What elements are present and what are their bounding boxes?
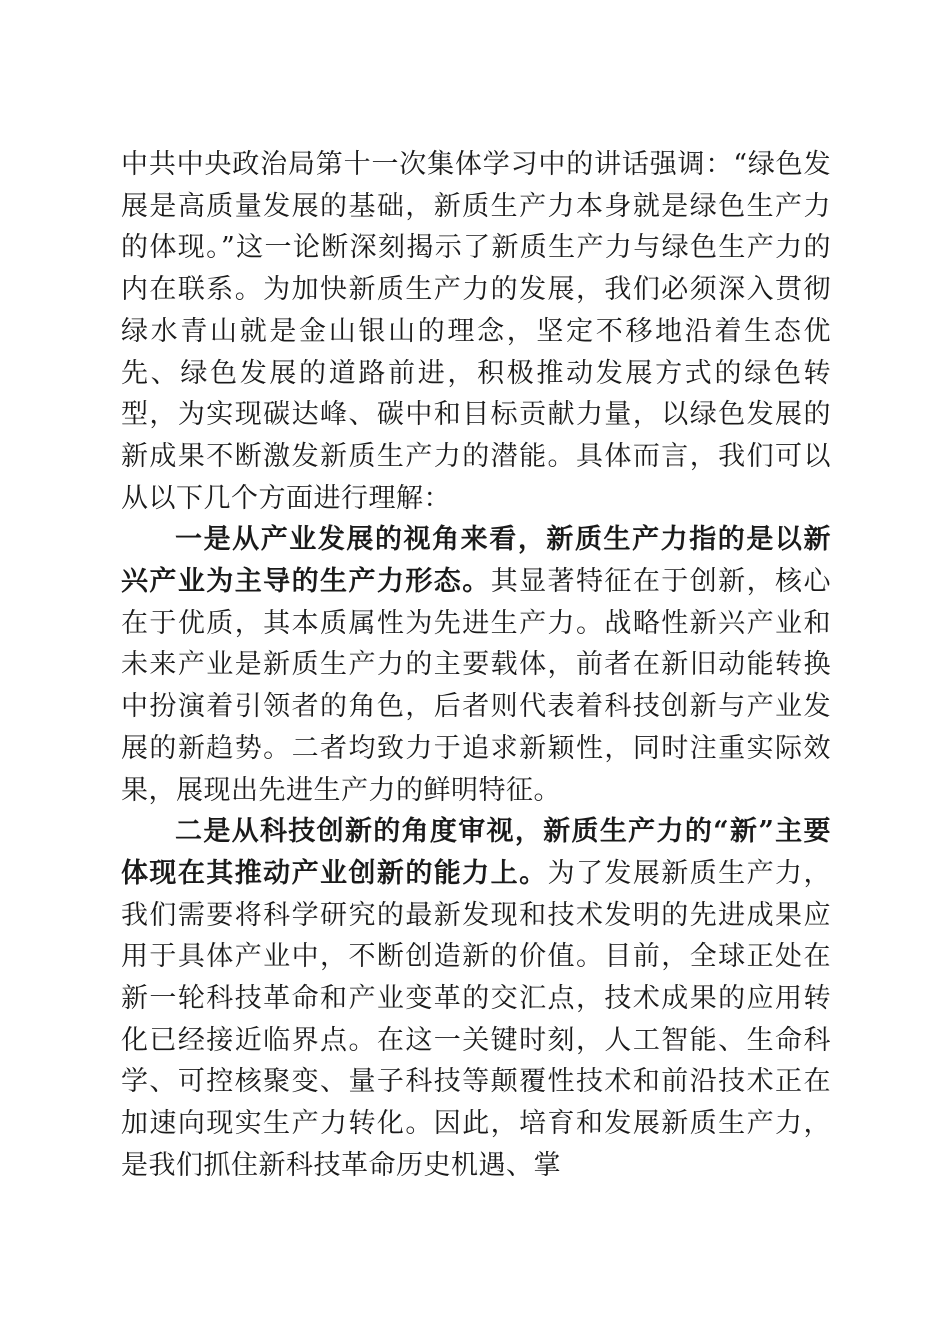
document-body — [121, 144, 831, 1187]
paragraph-industry-text: 其显著特征在于创新，核心在于优质，其本质属性为先进生产力。战略性新兴产业和未来产业是新质生产力的主要载体，前者在新旧动能转换中扮演着引领者的角色，后者则代表着科技创新与产业发展的新趋势。二者均致力于追求新颖性，同时注重实际效果，展现出先进生产力的鲜明特征。 — [121, 566, 831, 806]
paragraph-industry-perspective — [121, 519, 831, 811]
paragraph-intro-text: 中共中央政治局第十一次集体学习中的讲话强调：“绿色发展是高质量发展的基础，新质生产力本身就是绿色生产力的体现。”这一论断深刻揭示了新质生产力与绿色生产力的内在联系。为加快新质生产力的发展，我们必须深入贯彻绿水青山就是金山银山的理念，坚定不移地沿着生态优先、绿色发展的道路前进，积极推动发展方式的绿色转型，为实现碳达峰、碳中和目标贡献力量，以绿色发展的新成果不断激发新质生产力的潜能。具体而言，我们可以从以下几个方面进行理解： — [121, 149, 831, 514]
paragraph-intro — [121, 144, 831, 519]
paragraph-industry-lead: 一是从产业发展的视角来看，新质生产力指的是以新兴产业为主导的生产力形态。 — [121, 524, 831, 598]
paragraph-tech-innovation — [121, 811, 831, 1186]
paragraph-tech-text: 为了发展新质生产力，我们需要将科学研究的最新发现和技术发明的先进成果应用于具体产业中，不断创造新的价值。目前，全球正处在新一轮科技革命和产业变革的交汇点，技术成果的应用转化已经接近临界点。在这一关键时刻，人工智能、生命科学、可控核聚变、量子科技等颠覆性技术和前沿技术正在加速向现实生产力转化。因此，培育和发展新质生产力，是我们抓住新科技革命历史机遇、掌 — [121, 857, 831, 1181]
paragraph-tech-lead: 二是从科技创新的角度审视，新质生产力的“新”主要体现在其推动产业创新的能力上。 — [121, 816, 831, 889]
